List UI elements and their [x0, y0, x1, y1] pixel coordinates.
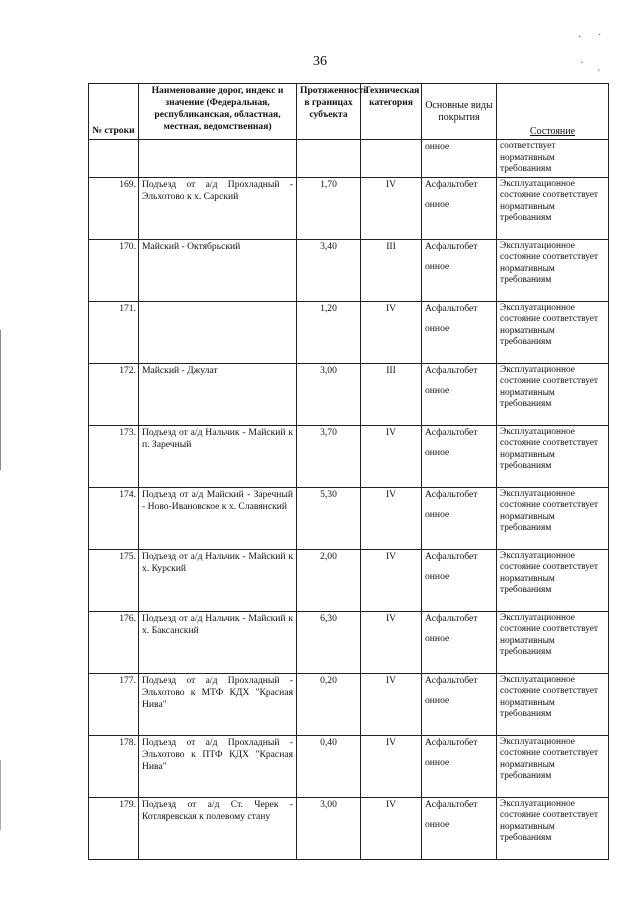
cell-category: IV	[361, 425, 422, 487]
cell-name: Подъезд от а/д Нальчик - Майский к п. Заречный	[139, 425, 297, 487]
cover-line-2: онное	[425, 570, 450, 582]
cell-length: 1,70	[297, 177, 361, 239]
cell-name: Подъезд от а/д Нальчик - Майский к х. Курский	[139, 549, 297, 611]
cell-length: 6,30	[297, 611, 361, 673]
cell-num: 172.	[89, 363, 139, 425]
header-road-name: Наименование дорог, индекс и значение (Федеральная, республиканская, областная, местная, ведомственная)	[139, 84, 297, 140]
table-row	[89, 487, 609, 549]
cell-category: IV	[361, 673, 422, 735]
cover-line-1: Асфальтобет	[425, 612, 478, 624]
cell-num: 175.	[89, 549, 139, 611]
cell-state: Эксплуатационное состояние соответствует нормативным требованиям	[497, 549, 609, 611]
cell-category: IV	[361, 301, 422, 363]
cell-num: 174.	[89, 487, 139, 549]
cell-length: 0,20	[297, 673, 361, 735]
cell-name	[139, 140, 297, 178]
cell-num: 176.	[89, 611, 139, 673]
page-number: 36	[313, 54, 327, 69]
cell-length: 3,00	[297, 363, 361, 425]
header-row-number: № строки	[89, 84, 139, 140]
cover-line-2: онное	[425, 818, 450, 830]
scan-margin-mark	[0, 330, 1, 470]
cell-num: 169.	[89, 177, 139, 239]
table-row	[89, 177, 609, 239]
cover-line-2: онное	[425, 508, 450, 520]
cell-length: 3,00	[297, 797, 361, 859]
scan-speck: '	[598, 68, 600, 79]
cell-category	[361, 140, 422, 178]
cover-line-2: онное	[425, 260, 450, 272]
cell-state: соответствует нормативным требованиям	[497, 140, 609, 178]
cover-line-2: онное	[425, 694, 450, 706]
cell-category: IV	[361, 177, 422, 239]
cover-line-1: Асфальтобет	[425, 488, 478, 500]
table-row	[89, 425, 609, 487]
scan-speck: ·	[598, 30, 602, 41]
cell-cover	[422, 611, 497, 673]
cell-name: Подъезд от а/д Майский - Заречный - Ново-Ивановское к х. Славянский	[139, 487, 297, 549]
cell-name: Майский - Октябрьский	[139, 239, 297, 301]
cell-category: IV	[361, 611, 422, 673]
cover-line-1: Асфальтобет	[425, 550, 478, 562]
cell-state: Эксплуатационное состояние соответствует нормативным требованиям	[497, 425, 609, 487]
cell-state: Эксплуатационное состояние соответствует нормативным требованиям	[497, 301, 609, 363]
cell-length	[297, 140, 361, 178]
cell-num: 173.	[89, 425, 139, 487]
cover-line-2: онное	[425, 322, 450, 334]
header-cover: Основные виды покрытия	[422, 84, 497, 140]
cover-line-2: онное	[425, 384, 450, 396]
table-row	[89, 735, 609, 797]
cover-line-2: онное	[425, 446, 450, 458]
cell-cover	[422, 549, 497, 611]
cell-length: 1,20	[297, 301, 361, 363]
cover-line-2: онное	[425, 198, 450, 210]
table-row	[89, 363, 609, 425]
cover-line-2: онное	[425, 756, 450, 768]
cell-state: Эксплуатационное состояние соответствует нормативным требованиям	[497, 487, 609, 549]
cell-name	[139, 301, 297, 363]
cell-name: Подъезд от а/д Ст. Черек - Котляревская к полевому стану	[139, 797, 297, 859]
table-row	[89, 239, 609, 301]
cell-num: 171.	[89, 301, 139, 363]
cover-line-1: Асфальтобет	[425, 674, 478, 686]
cell-length: 0,40	[297, 735, 361, 797]
cell-num: 177.	[89, 673, 139, 735]
cell-name: Подъезд от а/д Прохладный - Эльхотово к х. Сарский	[139, 177, 297, 239]
scan-margin-mark	[0, 760, 1, 830]
table-row	[89, 797, 609, 859]
cell-num: 170.	[89, 239, 139, 301]
cell-state: Эксплуатационное состояние соответствует нормативным требованиям	[497, 177, 609, 239]
cell-state: Эксплуатационное состояние соответствует нормативным требованиям	[497, 611, 609, 673]
roads-table	[88, 83, 609, 860]
table-row	[89, 549, 609, 611]
cell-cover	[422, 797, 497, 859]
cell-name: Подъезд от а/д Нальчик - Майский к х. Баксанский	[139, 611, 297, 673]
cell-length: 5,30	[297, 487, 361, 549]
cover-line-1: Асфальтобет	[425, 240, 478, 252]
cell-category: IV	[361, 549, 422, 611]
scan-speck: ·	[578, 32, 582, 43]
cover-line-1: Асфальтобет	[425, 364, 478, 376]
cell-state: Эксплуатационное состояние соответствует нормативным требованиям	[497, 797, 609, 859]
cell-category: IV	[361, 735, 422, 797]
cell-cover	[422, 301, 497, 363]
cell-cover	[422, 239, 497, 301]
header-category: Техническая категория	[361, 84, 422, 140]
cover-line-1: Асфальтобет	[425, 736, 478, 748]
cell-cover	[422, 735, 497, 797]
cover-line-1: Асфальтобет	[425, 302, 478, 314]
cell-category: IV	[361, 797, 422, 859]
cell-state: Эксплуатационное состояние соответствует нормативным требованиям	[497, 735, 609, 797]
cell-length: 3,40	[297, 239, 361, 301]
cell-cover	[422, 425, 497, 487]
scan-speck: ·	[580, 58, 584, 69]
cover-line-1: Асфальтобет	[425, 798, 478, 810]
cell-length: 2,00	[297, 549, 361, 611]
cell-length: 3,70	[297, 425, 361, 487]
cover-line-2: онное	[425, 632, 450, 644]
cell-cover	[422, 363, 497, 425]
header-length: Протяженность в границах субъекта	[297, 84, 361, 140]
cell-name: Майский - Джулат	[139, 363, 297, 425]
cell-category: III	[361, 363, 422, 425]
cell-cover: онное	[422, 140, 497, 178]
cover-line-1: Асфальтобет	[425, 178, 478, 190]
table-row	[89, 301, 609, 363]
cell-name: Подъезд от а/д Прохладный - Эльхотово к МТФ КДХ "Красная Нива"	[139, 673, 297, 735]
cover-line-1: Асфальтобет	[425, 426, 478, 438]
cell-cover	[422, 487, 497, 549]
table-row	[89, 673, 609, 735]
cell-num: 178.	[89, 735, 139, 797]
table-row	[89, 611, 609, 673]
cell-num: 179.	[89, 797, 139, 859]
table-row-continuation	[89, 140, 609, 178]
cell-state: Эксплуатационное состояние соответствует нормативным требованиям	[497, 673, 609, 735]
header-state: Состояние	[497, 84, 609, 140]
cell-state: Эксплуатационное состояние соответствует нормативным требованиям	[497, 239, 609, 301]
cell-name: Подъезд от а/д Прохладный - Эльхотово к ПТФ КДХ "Красная Нива"	[139, 735, 297, 797]
cell-num	[89, 140, 139, 178]
cell-state: Эксплуатационное состояние соответствует нормативным требованиям	[497, 363, 609, 425]
cell-cover	[422, 177, 497, 239]
cell-cover	[422, 673, 497, 735]
cell-category: III	[361, 239, 422, 301]
table-header-row	[89, 84, 609, 140]
cell-category: IV	[361, 487, 422, 549]
